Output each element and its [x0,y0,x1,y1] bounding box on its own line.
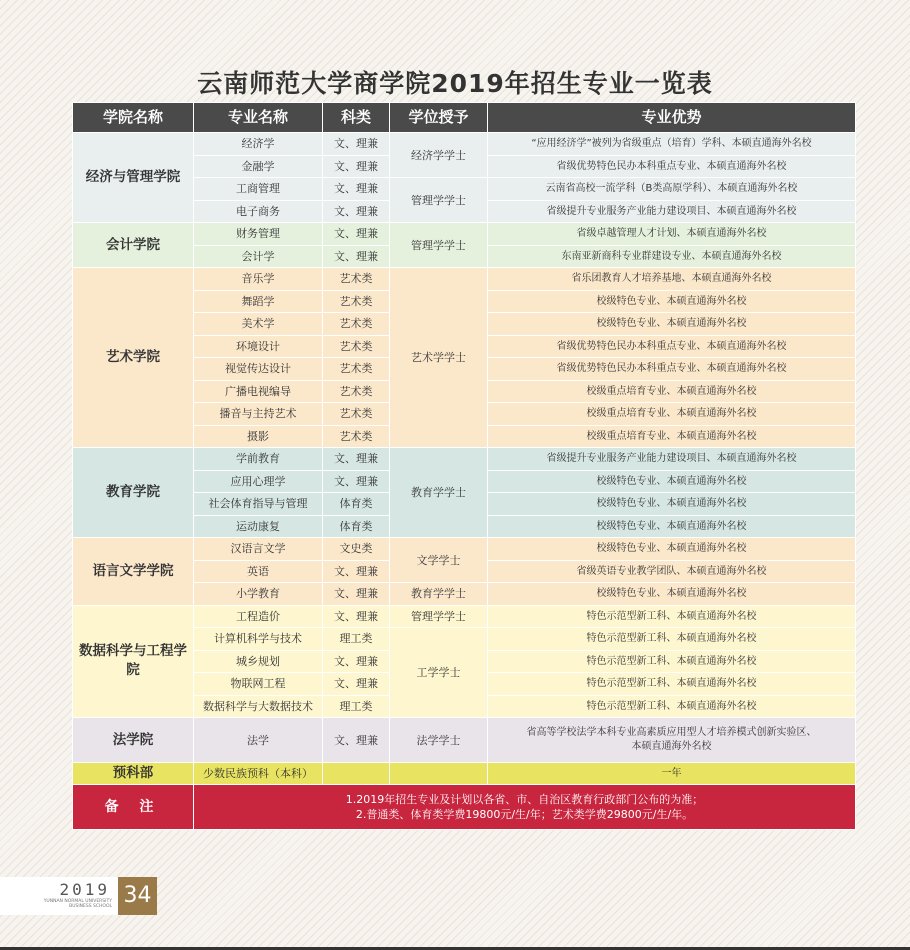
type-cell: 艺术类 [323,268,390,291]
table-row [73,133,856,156]
type-cell: 艺术类 [323,313,390,336]
type-cell: 文、理兼 [323,155,390,178]
admissions-table [72,102,856,830]
advantage-cell: 校级特色专业、本硕直通海外名校 [488,515,856,538]
type-cell [323,763,390,785]
header-degree: 学位授予 [390,103,488,133]
page-footer [0,877,157,915]
major-cell: 金融学 [194,155,323,178]
advantage-cell: 校级重点培育专业、本硕直通海外名校 [488,403,856,426]
major-cell: 计算机科学与技术 [194,628,323,651]
type-cell: 艺术类 [323,425,390,448]
major-cell: 学前教育 [194,448,323,471]
major-cell: 城乡规划 [194,650,323,673]
type-cell: 文、理兼 [323,583,390,606]
footer-school-line: YUNNAN NORMAL UNIVERSITY [43,899,112,904]
degree-cell: 管理学学士 [390,223,488,268]
college-cell: 教育学院 [73,448,194,538]
type-cell: 文史类 [323,538,390,561]
advantage-cell: 校级重点培育专业、本硕直通海外名校 [488,425,856,448]
table-row [73,448,856,471]
major-cell: 工商管理 [194,178,323,201]
college-cell: 语言文学学院 [73,538,194,606]
notes-cell [194,785,856,830]
advantage-cell: 省级优势特色民办本科重点专业、本硕直通海外名校 [488,335,856,358]
college-cell: 法学院 [73,718,194,763]
major-cell: 应用心理学 [194,470,323,493]
advantage-cell: 校级特色专业、本硕直通海外名校 [488,538,856,561]
advantage-cell: 特色示范型新工科、本硕直通海外名校 [488,650,856,673]
advantage-cell: 特色示范型新工科、本硕直通海外名校 [488,673,856,696]
header-type: 科类 [323,103,390,133]
advantage-cell: 特色示范型新工科、本硕直通海外名校 [488,695,856,718]
advantage-cell: 云南省高校一流学科（B类高原学科）、本硕直通海外名校 [488,178,856,201]
major-cell: 法学 [194,718,323,763]
advantage-cell: 省级卓越管理人才计划、本硕直通海外名校 [488,223,856,246]
major-cell: 物联网工程 [194,673,323,696]
advantage-cell: 校级特色专业、本硕直通海外名校 [488,290,856,313]
advantage-cell: 校级特色专业、本硕直通海外名校 [488,313,856,336]
college-cell: 经济与管理学院 [73,133,194,223]
college-cell: 预科部 [73,763,194,785]
degree-cell: 经济学学士 [390,133,488,178]
type-cell: 艺术类 [323,335,390,358]
footer-school-line: BUSINESS SCHOOL [69,904,112,909]
footer-school [12,899,112,909]
major-cell: 环境设计 [194,335,323,358]
major-cell: 电子商务 [194,200,323,223]
major-cell: 音乐学 [194,268,323,291]
header-advantage: 专业优势 [488,103,856,133]
notes-line: 1.2019年招生专业及计划以各省、市、自治区教育行政部门公布的为准； [345,793,704,806]
degree-cell: 文学学士 [390,538,488,583]
type-cell: 理工类 [323,695,390,718]
type-cell: 文、理兼 [323,650,390,673]
type-cell: 文、理兼 [323,605,390,628]
advantage-cell [488,718,856,763]
degree-cell [390,763,488,785]
major-cell: 小学教育 [194,583,323,606]
advantage-cell: 省级优势特色民办本科重点专业、本硕直通海外名校 [488,358,856,381]
major-cell: 广播电视编导 [194,380,323,403]
table-row [73,605,856,628]
type-cell: 艺术类 [323,290,390,313]
table-row [73,223,856,246]
type-cell: 理工类 [323,628,390,651]
type-cell: 艺术类 [323,358,390,381]
degree-cell: 艺术学学士 [390,268,488,448]
major-cell: 会计学 [194,245,323,268]
type-cell: 文、理兼 [323,560,390,583]
degree-cell: 管理学学士 [390,178,488,223]
advantage-cell: 特色示范型新工科、本硕直通海外名校 [488,605,856,628]
major-cell: 财务管理 [194,223,323,246]
table-row [73,268,856,291]
major-cell: 社会体育指导与管理 [194,493,323,516]
advantage-cell: 省级英语专业教学团队、本硕直通海外名校 [488,560,856,583]
college-cell: 艺术学院 [73,268,194,448]
advantage-cell: 校级特色专业、本硕直通海外名校 [488,470,856,493]
degree-cell: 工学学士 [390,628,488,718]
footer-year: 2019 [59,880,110,899]
degree-cell: 法学学士 [390,718,488,763]
notes-line: 2.普通类、体育类学费19800元/生/年；艺术类学费29800元/生/年。 [355,808,694,821]
type-cell: 文、理兼 [323,470,390,493]
type-cell: 体育类 [323,493,390,516]
notes-label: 备 注 [73,785,194,830]
advantage-line: 省高等学校法学本科专业高素质应用型人才培养模式创新实验区、 [526,727,817,738]
major-cell: 舞蹈学 [194,290,323,313]
type-cell: 文、理兼 [323,178,390,201]
advantage-cell: 省级提升专业服务产业能力建设项目、本硕直通海外名校 [488,448,856,471]
advantage-cell: 省级提升专业服务产业能力建设项目、本硕直通海外名校 [488,200,856,223]
major-cell: 经济学 [194,133,323,156]
degree-cell: 管理学学士 [390,605,488,628]
notes-row [73,785,856,830]
advantage-cell: 校级特色专业、本硕直通海外名校 [488,493,856,516]
major-cell: 运动康复 [194,515,323,538]
type-cell: 文、理兼 [323,245,390,268]
major-cell: 播音与主持艺术 [194,403,323,426]
advantage-cell: 省级优势特色民办本科重点专业、本硕直通海外名校 [488,155,856,178]
type-cell: 文、理兼 [323,223,390,246]
type-cell: 文、理兼 [323,673,390,696]
advantage-line: 本硕直通海外名校 [631,741,712,752]
college-cell: 数据科学与工程学院 [73,605,194,718]
table-header-row [73,103,856,133]
advantage-cell: 省乐团教育人才培养基地、本硕直通海外名校 [488,268,856,291]
advantage-cell: 校级特色专业、本硕直通海外名校 [488,583,856,606]
degree-cell: 教育学学士 [390,448,488,538]
table-row [73,538,856,561]
major-cell: 视觉传达设计 [194,358,323,381]
header-major: 专业名称 [194,103,323,133]
page-number: 34 [118,877,157,915]
type-cell: 文、理兼 [323,200,390,223]
major-cell: 英语 [194,560,323,583]
degree-cell: 教育学学士 [390,583,488,606]
header-college: 学院名称 [73,103,194,133]
major-cell: 汉语言文学 [194,538,323,561]
major-cell: 数据科学与大数据技术 [194,695,323,718]
advantage-cell: 特色示范型新工科、本硕直通海外名校 [488,628,856,651]
major-cell: 少数民族预科（本科） [194,763,323,785]
page-title: 云南师范大学商学院2019年招生专业一览表 [197,69,713,98]
college-cell: 会计学院 [73,223,194,268]
major-cell: 工程造价 [194,605,323,628]
advantage-cell: “应用经济学”被列为省级重点（培育）学科、本硕直通海外名校 [488,133,856,156]
type-cell: 艺术类 [323,403,390,426]
type-cell: 文、理兼 [323,448,390,471]
type-cell: 艺术类 [323,380,390,403]
advantage-cell: 校级重点培育专业、本硕直通海外名校 [488,380,856,403]
table-row [73,718,856,763]
major-cell: 美术学 [194,313,323,336]
type-cell: 文、理兼 [323,718,390,763]
advantage-cell: 东南亚新商科专业群建设专业、本硕直通海外名校 [488,245,856,268]
major-cell: 摄影 [194,425,323,448]
type-cell: 体育类 [323,515,390,538]
table-row [73,763,856,785]
footer-logo [0,877,118,915]
type-cell: 文、理兼 [323,133,390,156]
advantage-cell: 一年 [488,763,856,785]
